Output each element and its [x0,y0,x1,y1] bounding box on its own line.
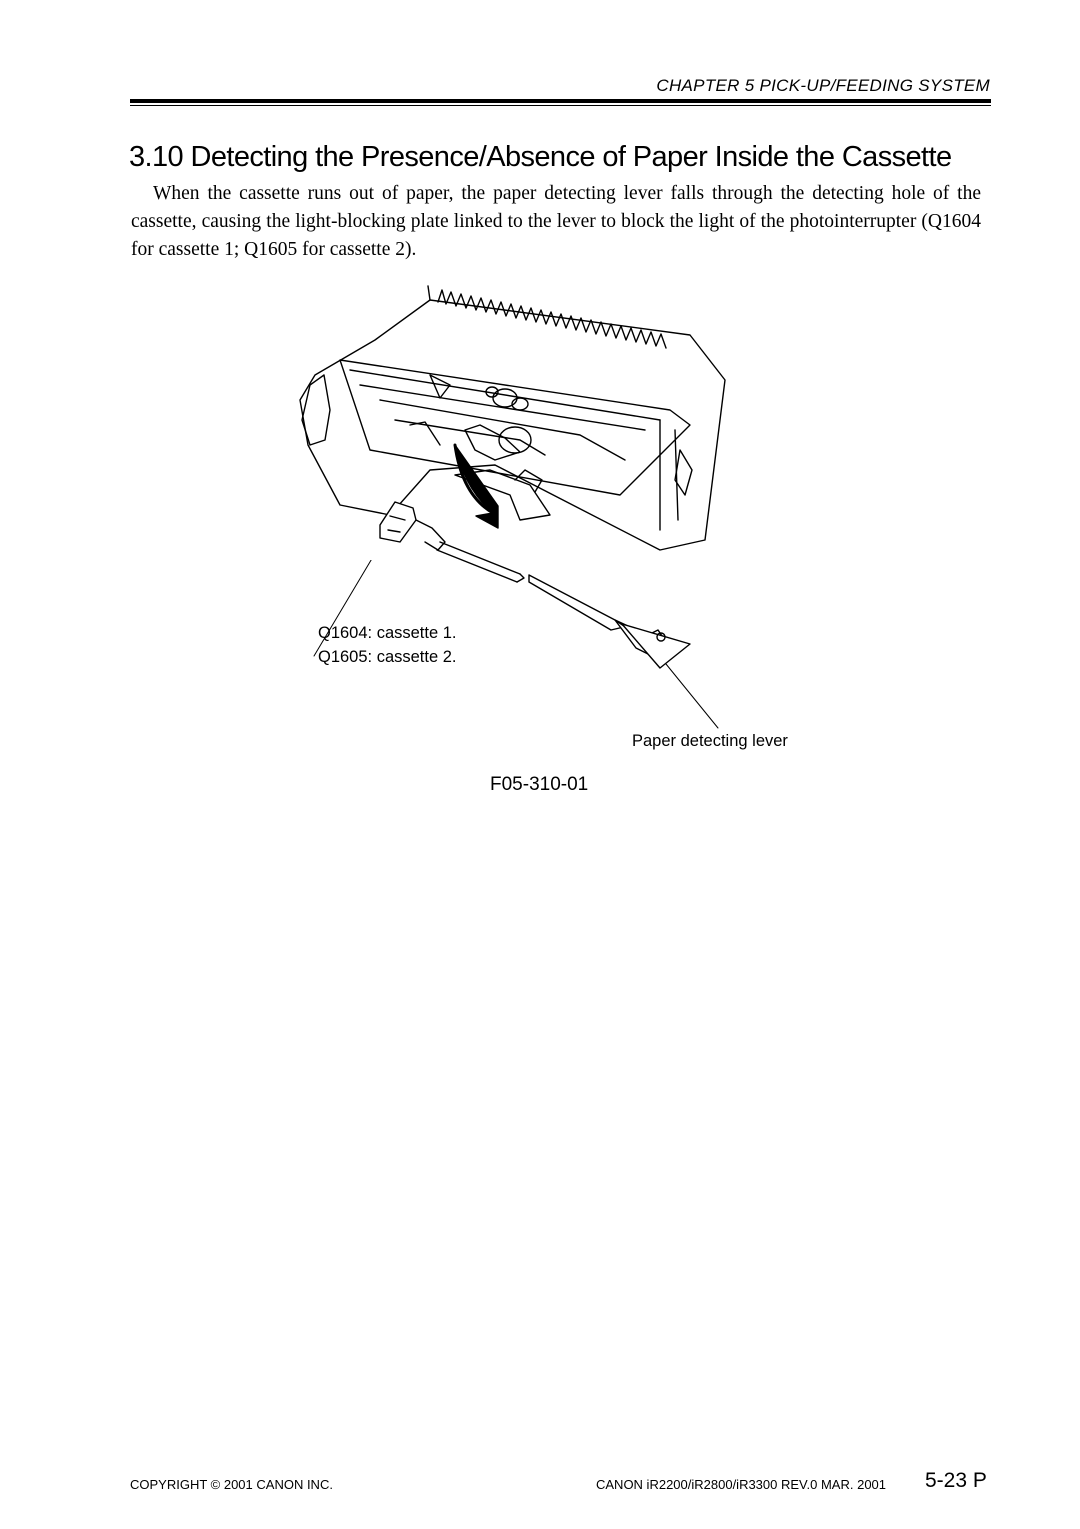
section-body: When the cassette runs out of paper, the paper detecting lever falls through the detecting hole of the cassette, causing the light-blocking plate linked to the lever to block the light of the photointerrupter (Q1604 for cassette 1; Q1605 for cassette 2). [131,183,981,260]
chapter-header: CHAPTER 5 PICK-UP/FEEDING SYSTEM [656,76,990,95]
header-rule-thick [130,99,991,103]
footer-copyright: COPYRIGHT © 2001 CANON INC. [130,1477,333,1492]
label-q1605: Q1605: cassette 2. [318,648,457,666]
footer-model: CANON iR2200/iR2800/iR3300 REV.0 MAR. 2001 [596,1477,887,1492]
figure-id: F05-310-01 [490,774,589,795]
pickup-unit-illustration [280,280,740,600]
sensor-lever-illustration [240,560,720,740]
label-paper-detecting-lever: Paper detecting lever [632,732,788,750]
label-q1604: Q1604: cassette 1. [318,624,457,642]
section-title: 3.10 Detecting the Presence/Absence of Paper Inside the Cassette [129,141,952,173]
header-rule-thin [130,105,991,106]
page-number: 5-23 P [925,1469,987,1492]
